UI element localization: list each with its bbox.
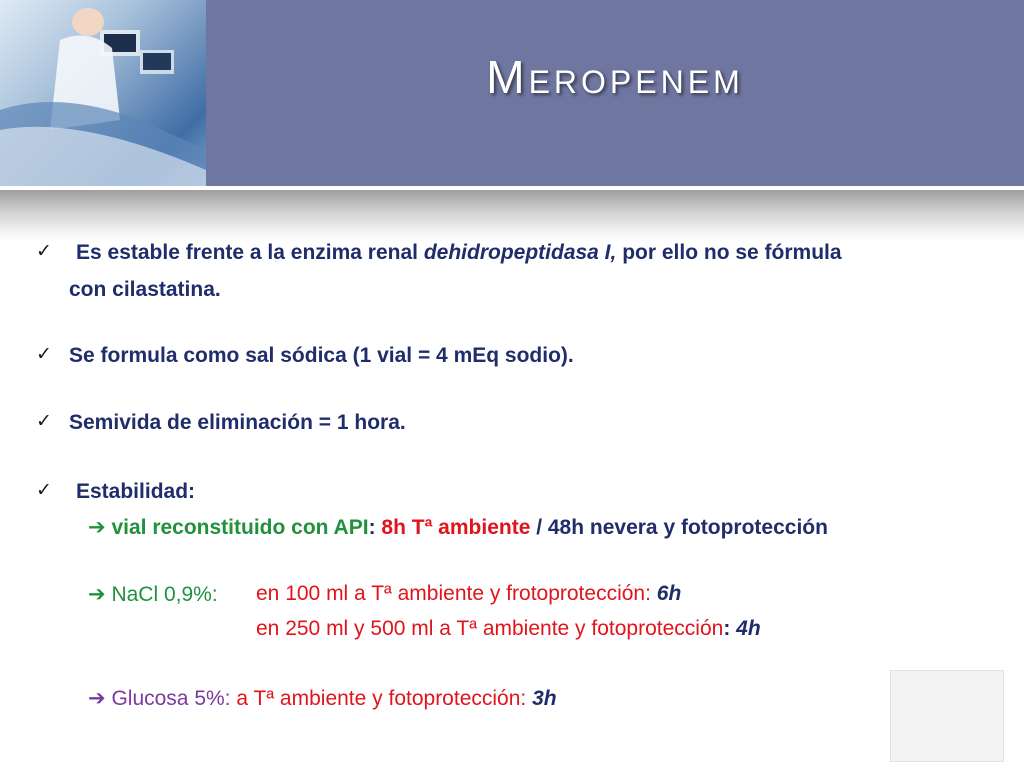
nacl-250ml: en 250 ml y 500 ml a Tª ambiente y fotoprotección — [256, 617, 724, 640]
glucosa-ambient: a Tª ambiente y fotoprotección: — [236, 687, 527, 710]
nacl-line-2 — [256, 617, 761, 641]
check-icon: ✓ — [36, 480, 52, 501]
glucosa-time: 3h — [532, 687, 557, 710]
bullet-2: Se formula como sal sódica (1 vial = 4 mEq sodio). — [69, 344, 574, 367]
bullet-3: Semivida de eliminación = 1 hora. — [69, 411, 406, 434]
arrow-right-icon: ➔ — [88, 687, 106, 710]
slide-title: Meropenem — [486, 51, 744, 103]
bullet-1-text-a: Es estable frente a la enzima renal — [76, 241, 424, 264]
bullet-1-line-2: con cilastatina. — [69, 278, 221, 301]
nacl-100ml-time: 6h — [656, 582, 682, 605]
glucosa-label: Glucosa 5%: — [111, 687, 231, 710]
bullet-1-text-b: por ello no se fórmula — [616, 241, 842, 264]
nacl-100ml: en 100 ml a Tª ambiente y frotoprotección: — [256, 582, 651, 605]
check-icon: ✓ — [36, 344, 52, 365]
nacl-250ml-colon: : — [723, 617, 731, 640]
stability-vial — [88, 515, 828, 540]
nacl-label: NaCl 0,9%: — [111, 583, 218, 606]
stability-nacl — [88, 582, 218, 607]
arrow-right-icon: ➔ — [88, 583, 106, 606]
vial-ambient: 8h Tª ambiente — [381, 516, 531, 539]
arrow-right-icon: ➔ — [88, 516, 106, 539]
check-icon: ✓ — [36, 241, 52, 262]
bullet-4: Estabilidad: — [76, 480, 196, 503]
vial-colon: : — [368, 516, 376, 539]
bullet-1-line-1 — [76, 241, 842, 265]
check-icon: ✓ — [36, 411, 52, 432]
nacl-line-1 — [256, 582, 681, 606]
stability-glucosa — [88, 686, 557, 711]
nacl-250ml-time: 4h — [736, 617, 761, 640]
vial-fridge: / 48h nevera y fotoprotección — [530, 516, 828, 539]
vial-label: vial reconstituido con API — [111, 516, 369, 539]
bullet-1-italic: dehidropeptidasa I, — [423, 241, 617, 264]
